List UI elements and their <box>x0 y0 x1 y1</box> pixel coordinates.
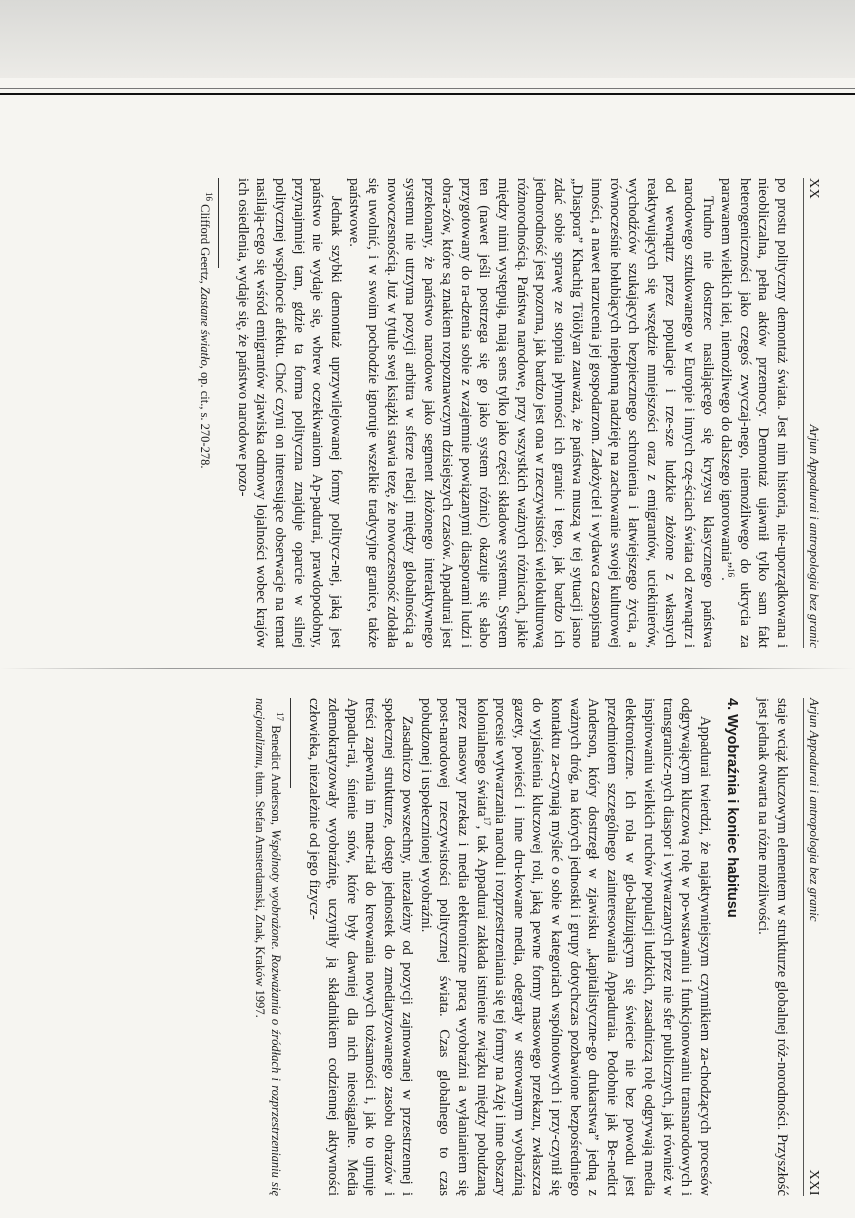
paragraph-xxi-1 <box>416 698 714 1196</box>
paragraph-xxi-2: Zasadniczo powszechny, niezależny od pozycji zajmowanej w przestrzennej i społecznej strukturze, dostęp jednostek do zmediatyzowanego zasobu obrazów i treści zapewnia im mate-riał do kreowania nowych tożsamości i, jak to ujmuje Appadu-rai, śnienie snów, które były dawniej dla nich nieosiągalne. Media zdemokratyzowały wyobraźnię, uczyniły ją składnikiem codziennej aktywności człowieka, niezależnie od jego fizycz- <box>306 698 416 1196</box>
paragraph-xx-1: po prostu polityczny demontaż świata. Jest nim historia, nie-uporządkowana i nieobliczalna, pełna aktów przemocy. Demontaż ujawnił tylko sam fakt heterogeniczności jako czegoś zwyczaj-nego, niemożliwego do ukrycia za parawanem wielkich idei, niemożliwego do dalszego ignorowania”$^{16}$. <box>718 178 790 648</box>
running-title-xxi: Arjun Appadurai i antropologia bez granic <box>807 698 822 922</box>
paragraph-xx-1-text: po prostu polityczny demontaż świata. Jest nim historia, nie-uporządkowana i nieobliczalna, pełna aktów przemocy. Demontaż ujawnił tylko sam fakt heterogeniczności jako czegoś zwyczaj-nego, niemożliwego do ukrycia za parawanem wielkich idei, niemożliwego do dalszego ignorowania” <box>718 178 790 648</box>
page-number-xxi: XXI <box>806 1169 821 1196</box>
scan-top-shadow <box>0 0 855 78</box>
book-edge-line <box>0 88 855 89</box>
running-header-xxi <box>803 698 822 1196</box>
footnote-16-author: Clifford Geertz, <box>197 204 212 284</box>
footnote-17-rest: , tłum. Stefan Amsterdamski, Znak, Kraków 1997. <box>253 765 268 1018</box>
footnote-17-title: Wspólnoty wyobrażone. Rozważania o źródłach i rozprzestrzenianiu się nacjonalizmu <box>253 698 284 1197</box>
paragraph-xxi-intro: staje wciąż kluczowym elementem w strukturze globalnej róż-norodności. Przyszłość jest jednak otwarta na różne możliwości. <box>755 698 790 1196</box>
book-gutter <box>0 668 855 669</box>
page-xx <box>62 178 822 648</box>
footnote-16-rest: , op. cit., s. 270-278. <box>197 365 212 469</box>
footnote-ref-17: 17 <box>481 816 492 826</box>
footnote-16-title: Zastane światło <box>197 286 212 366</box>
running-header-xx <box>803 178 822 648</box>
footnote-rule-xx <box>219 178 220 268</box>
book-edge-rule <box>0 93 855 95</box>
running-title-xx: Arjun Appadurai i antropologia bez granic <box>807 424 822 648</box>
footnote-rule-xxi <box>290 698 291 788</box>
footnote-16 <box>197 178 213 648</box>
paragraph-xxi-1-part-a: Appadurai twierdzi, że najaktywniejszym czynnikiem za-chodzących procesów odgrywającym kluczową rolę w po-wstawaniu i funkcjonowaniu transnarodowych i transgranicz-nych diaspor i wytwarzanych przez nie sfer publicznych, jak również w inspirowaniu wielkich ruchów populacji ludzkich, zasadniczą rolę odgrywają media elektroniczne. Ich rola w glo-balizującym się świecie nie bez powodu jest przedmiotem szczególnego zainteresowania Appaduraia. Podobnie jak Be-nedict Anderson, który dostrzegł w zjawisku „kapitalistyczne-go drukarstwa” jedną z ważnych dróg, na których jednostki i grupy dotychczas pozbawione bezpośredniego kontaktu za-czynają myśleć o sobie w kategoriach wspólnotowych i przy-czynił się do wyjaśnienia kluczowej roli, jaką pewne formy masowego przekazu, zwłaszcza gazety, powieści i inne dru-kowane media, odegrały w sterowanym wyobraźnią procesie wytwarzania narodu i rozprzestrzeniania się tej formy na Azję i inne obszary kolonialnego świata <box>473 698 713 1196</box>
paragraph-xxi-1-part-b: , tak Appadurai zakłada istnienie związku między pobudzaną przez masowy przekaz i media elektroniczne pracą wyobraźni a wyłanianiem się post-narodowej rzeczywistości politycznej świata. Czas globalnego to czas pobudzonej i uspołecznionej wyobraźni. <box>417 698 490 1196</box>
footnote-17 <box>252 698 284 1196</box>
paragraph-xx-2: Trudno nie dostrzec nasilającego się kryzysu klasycznego państwa narodowego sztukowanego w Europie i innych czę-ściach świata od zewnątrz i od wewnątrz przez populacje i rze-sze ludzkie złożone z własnych reaktywujących się wszędzie mniejszości oraz z emigrantów, uciekinierów, wychodźców szukających bezpiecznego schronienia i łatwiejszego życia, a równocześnie hołubiących niepłonną nadzieję na zachowanie swojej kulturowej inności, a nawet narzucenia jej gospodarzom. Założyciel i wydawca czasopisma „Diaspora” Khachig Tölölyan zauważa, że państwa muszą w tej sytuacji jasno zdać sobie sprawę ze stopnia płynności ich granic i tego, jak bardzo ich jednorodność jest pozorna, jak bardzo jest ona w rzeczywistości wielokulturową różnorodnością. Państwa narodowe, przy wszystkich ważnych różnicach, jakie między nimi występują, mają sens tylko jako części składowe systemu. System ten (nawet jeśli postrzega się go jako system różnic) okazuje się słabo przygotowany do ra-dzenia sobie z wzajemnie powiązanymi diasporami ludzi i obra-zów, które są znakiem rozpoznawczym dzisiejszych czasów. Appadurai jest przekonany, że państwo narodowe jako segment złożonego interaktywnego systemu nie utrzyma pozycji arbitra w sferze relacji między globalnością a nowoczesnością. Już w tytule swej książki stawia tezę, że nowoczesność zdołała się uwolnić, i w swoim pochodzie ignoruje wszelkie tradycyjne granice, także państwowe. <box>346 178 716 648</box>
footnote-number-17: 17 <box>275 712 286 721</box>
page-xxi <box>42 698 822 1196</box>
page-number-xx: XX <box>806 178 821 200</box>
section-heading: 4. Wyobraźnia i koniec habitusu <box>723 698 740 918</box>
footnote-17-author: Benedict Anderson, <box>269 725 284 826</box>
paragraph-xx-3: Jednak szybki demontaż uprzywilejowanej formy politycz-nej, jaką jest państwo nie wydaje się, wbrew oczekiwaniom Ap-padurai, prawdopodobny, przynajmniej tam, gdzie ta forma polityczna znajduje oparcie w silnej politycznej wspólnocie afektu. Choć czyni on interesujące obserwacje na temat nasilają-cego się wśród emigrantów zjawiska odmowy lojalności wobec krajów ich osiedlenia, wydaje się, że państwo narodowe pozo- <box>234 178 344 648</box>
footnote-number-16: 16 <box>203 192 214 201</box>
footnote-ref-16: 16 <box>726 568 737 578</box>
